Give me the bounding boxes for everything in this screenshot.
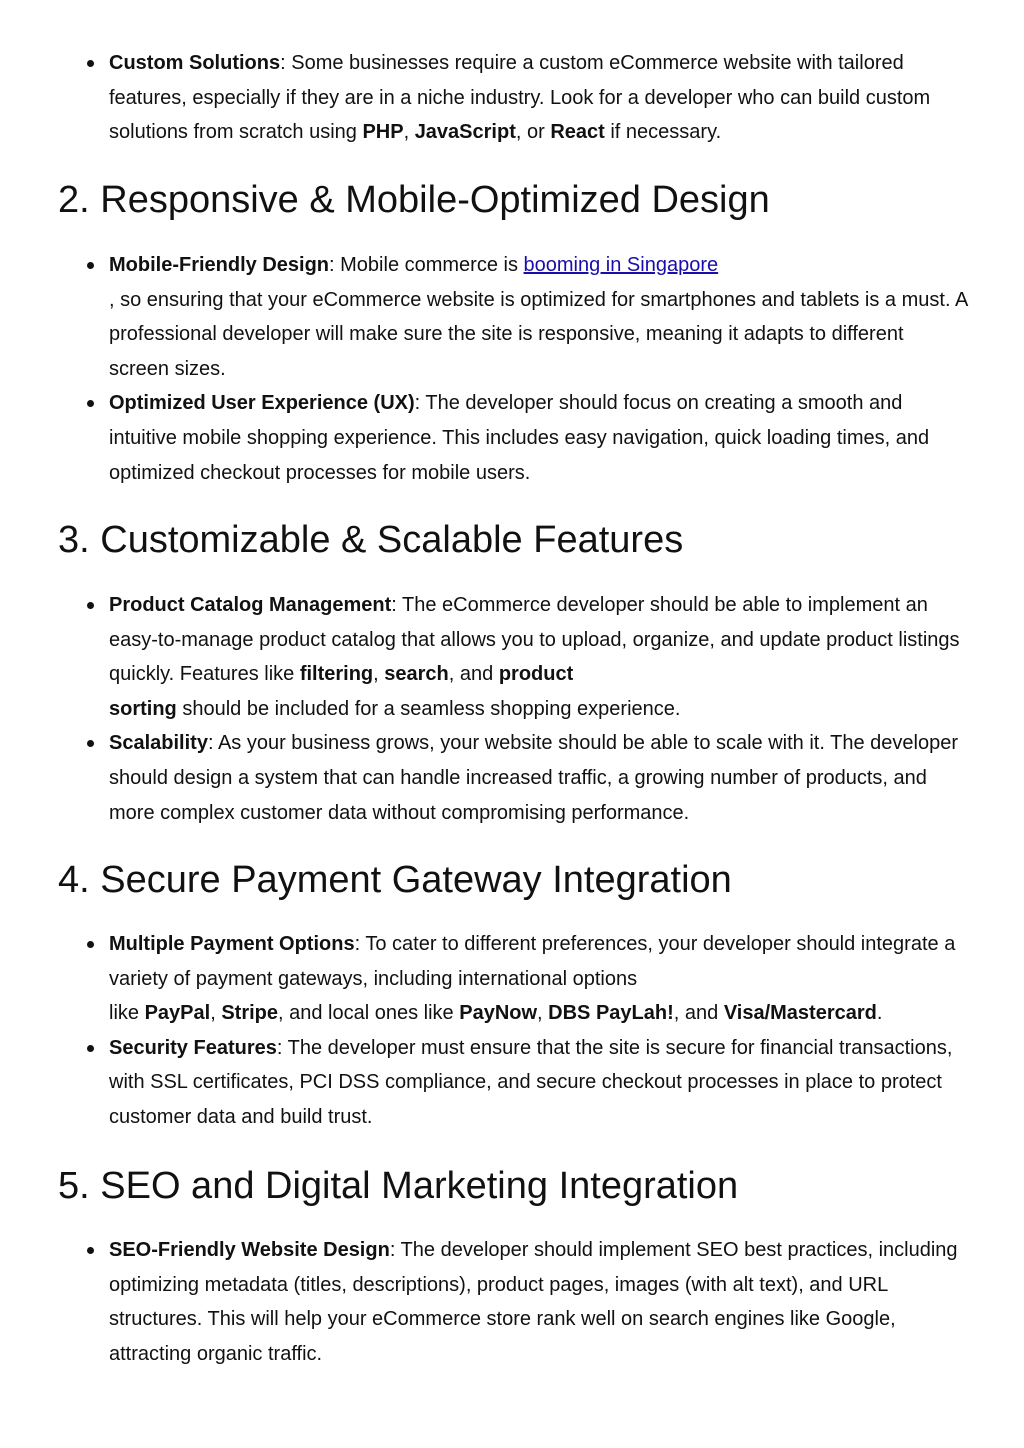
text-span: , so ensuring that your eCommerce website is optimized for smartphones and tablets is a must. A professional developer will make sure the site is responsive, meaning it adapts to different screen sizes. bbox=[109, 288, 968, 380]
text-span: like bbox=[109, 1002, 145, 1025]
list-item-mobile-friendly bbox=[109, 248, 969, 386]
heading-customizable-features: 3. Customizable & Scalable Features bbox=[58, 519, 684, 561]
term-stripe: Stripe bbox=[221, 1002, 278, 1025]
heading-seo-marketing: 5. SEO and Digital Marketing Integration bbox=[58, 1165, 739, 1207]
term-custom-solutions: Custom Solutions bbox=[109, 52, 281, 74]
term-dbs-paylah: DBS PayLah! bbox=[548, 1002, 674, 1025]
text-span: : The developer must ensure that the site is secure for financial transactions, with SSL certificates, PCI DSS compliance, and secure checkout processes in place to protect customer data and build trust. bbox=[109, 1036, 953, 1128]
list-item-scalability bbox=[109, 726, 969, 830]
term-security-features: Security Features bbox=[109, 1036, 277, 1059]
text-span: : Mobile commerce is bbox=[329, 254, 524, 276]
text-span: Some businesses require a custom eCommerce website with tailored features, especially if they are in a niche industry. Look for a developer who can build custom solutions from scratch using bbox=[109, 52, 931, 144]
term-seo-friendly: SEO-Friendly Website Design bbox=[109, 1239, 390, 1261]
term-mobile-friendly: Mobile-Friendly Design bbox=[109, 254, 330, 276]
list-item-product-catalog bbox=[109, 588, 969, 726]
customizable-features-list bbox=[109, 588, 969, 830]
heading-responsive-design: 2. Responsive & Mobile-Optimized Design bbox=[58, 179, 770, 221]
term-paynow: PayNow bbox=[459, 1002, 538, 1025]
text-span: , bbox=[210, 1002, 222, 1025]
term-multiple-payment: Multiple Payment Options bbox=[109, 933, 355, 955]
text-span: , and bbox=[448, 663, 499, 686]
text-span: , or bbox=[515, 121, 551, 144]
term-product: product bbox=[498, 663, 574, 686]
text-span: , and bbox=[673, 1002, 724, 1025]
text-span: : bbox=[280, 52, 286, 74]
text-span: , and local ones like bbox=[278, 1002, 460, 1025]
list-item-seo-friendly bbox=[109, 1233, 969, 1371]
term-paypal: PayPal bbox=[144, 1002, 211, 1025]
text-span: : To cater to different preferences, your developer should integrate a variety of payment gateways, including international options bbox=[109, 933, 956, 990]
list-item-multiple-payment bbox=[109, 927, 969, 1031]
text-span: should be included for a seamless shopping experience. bbox=[176, 697, 681, 720]
term-sorting: sorting bbox=[109, 697, 177, 720]
booming-in-singapore-link[interactable]: booming in Singapore bbox=[523, 254, 719, 276]
term-scalability: Scalability bbox=[109, 732, 208, 755]
text-span: : As your business grows, your website should be able to scale with it. The developer should design a system that can handle increased traffic, a growing number of products, and more complex customer data without compromising performance. bbox=[109, 732, 958, 824]
responsive-design-list bbox=[109, 248, 969, 490]
term-search: search bbox=[384, 663, 449, 686]
seo-marketing-list bbox=[109, 1233, 969, 1371]
heading-payment-gateway: 4. Secure Payment Gateway Integration bbox=[58, 859, 732, 901]
term-javascript: JavaScript bbox=[414, 121, 516, 144]
term-filtering: filtering bbox=[299, 663, 374, 686]
text-span: : The developer should implement SEO best practices, including optimizing metadata (titles, descriptions), product pages, images (with alt text), and URL structures. This will help your eCommerce store rank well on search engines like Google, attracting organic traffic. bbox=[109, 1239, 958, 1365]
payment-gateway-list bbox=[109, 927, 969, 1135]
list-item-custom-solutions bbox=[109, 46, 969, 150]
text-span: if necessary. bbox=[604, 121, 722, 144]
text-span: , bbox=[537, 1002, 549, 1025]
term-php: PHP bbox=[362, 121, 404, 144]
text-span: , bbox=[403, 121, 415, 144]
text-span: : The eCommerce developer should be able to implement an easy-to-manage product catalog that allows you to upload, organize, and update product listings quickly. Features like bbox=[109, 594, 960, 686]
term-product-catalog: Product Catalog Management bbox=[109, 594, 392, 616]
term-react: React bbox=[550, 121, 605, 144]
text-span: , bbox=[373, 663, 385, 686]
custom-solutions-list bbox=[109, 46, 969, 150]
text-span: : The developer should focus on creating a smooth and intuitive mobile shopping experience. This includes easy navigation, quick loading times, and optimized checkout processes for mobile users. bbox=[109, 392, 930, 484]
text-span: . bbox=[876, 1002, 883, 1025]
list-item-security-features bbox=[109, 1031, 969, 1135]
term-optimized-ux: Optimized User Experience (UX) bbox=[109, 392, 415, 415]
list-item-optimized-ux bbox=[109, 386, 969, 490]
term-visa-mastercard: Visa/Mastercard bbox=[723, 1002, 877, 1025]
